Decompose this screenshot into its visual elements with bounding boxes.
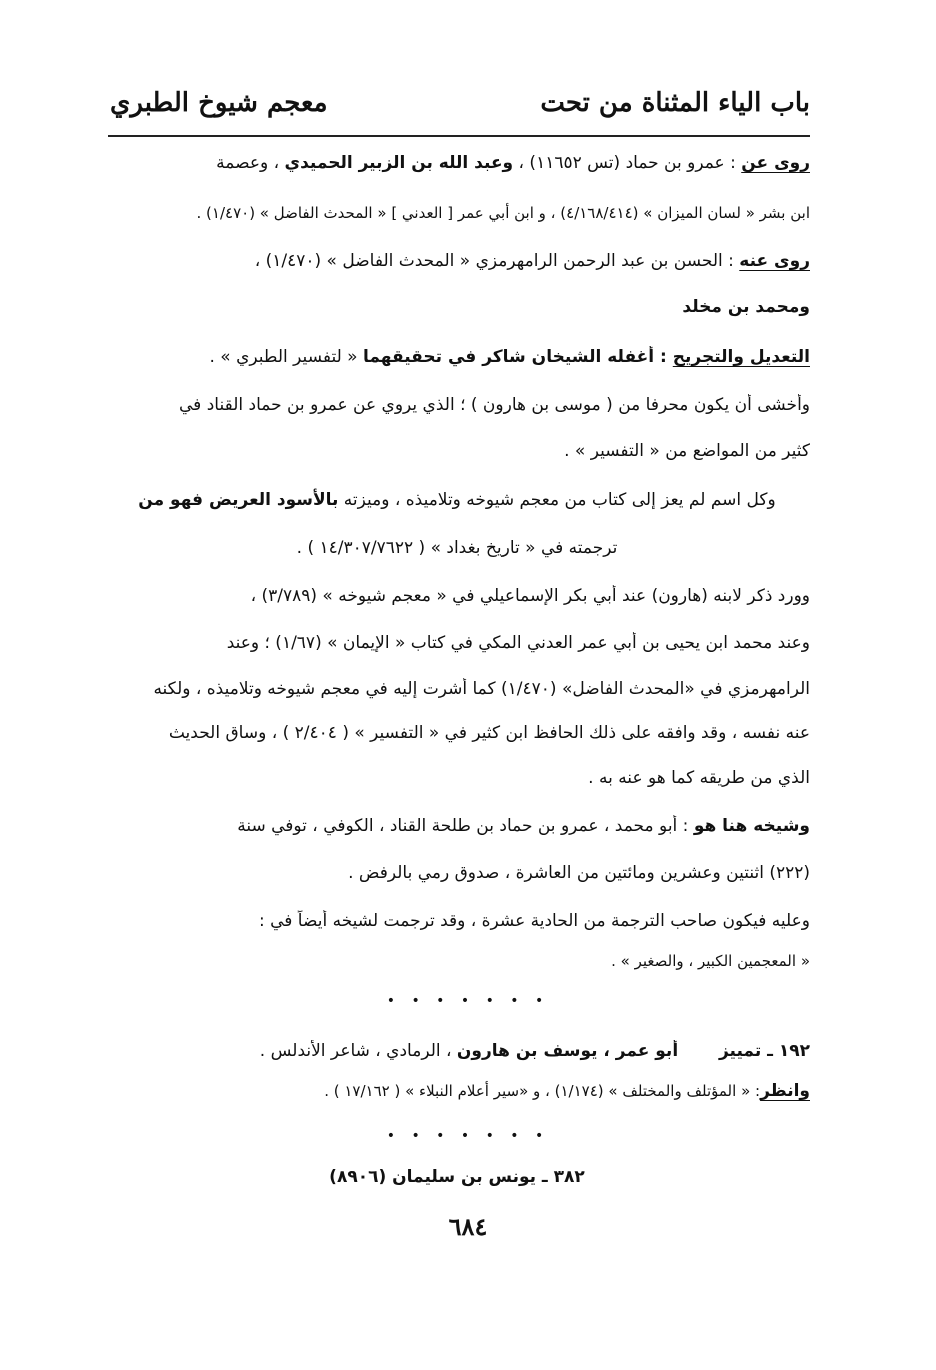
note-bold: بالأسود العريض فهو من bbox=[138, 490, 339, 510]
tadil-line-3: كثير من المواضع من « التفسير » . bbox=[564, 441, 810, 461]
book-title: معجم شيوخ الطبري bbox=[110, 88, 328, 118]
warad-line-1: وورد ذكر لابنه (هارون) عند أبي بكر الإسماعيلي في « معجم شيوخه » (٣/٧٨٩) ، bbox=[250, 586, 810, 606]
entry-382-heading: ٣٨٢ ـ يونس بن سليمان (٨٩٠٦) bbox=[329, 1167, 585, 1187]
chapter-title: باب الياء المثناة من تحت bbox=[540, 88, 810, 118]
rawa-an-tail: ، وعصمة bbox=[216, 153, 285, 173]
see-label: وانظر bbox=[760, 1081, 810, 1101]
entry-192-name: أبو عمر ، يوسف بن هارون bbox=[456, 1041, 679, 1061]
rawa-anhu-text: : الحسن بن عبد الرحمن الرامهرمزي « المحدث الفاضل » (١/٤٧٠) ، bbox=[254, 251, 740, 271]
entry-192-tail: ، الرمادي ، شاعر الأندلس . bbox=[259, 1041, 457, 1061]
tadil-line-1 bbox=[104, 346, 810, 368]
entry-192-see-line bbox=[104, 1080, 810, 1102]
warad-line-3: الرامهرمزي في «المحدث الفاضل» (١/٤٧٠) كما أشرت إليه في معجم شيوخه وتلاميذه ، ولكنه bbox=[153, 679, 810, 699]
alayh-line-1: وعليه فيكون صاحب الترجمة من الحادية عشرة ، وقد ترجمت لشيخه أيضاً في : bbox=[258, 911, 810, 931]
rawa-an-line-1 bbox=[104, 152, 810, 174]
page-number: ٦٨٤ bbox=[448, 1212, 488, 1241]
entry-192-number: ١٩٢ ـ تمييز bbox=[718, 1041, 810, 1061]
shaykh-line-1 bbox=[104, 815, 810, 837]
shaykh-text: : أبو محمد ، عمرو بن حماد بن طلحة القناد ، الكوفي ، توفي سنة bbox=[237, 816, 694, 836]
separator-dots: • • • • • • • bbox=[386, 993, 550, 1009]
shaykh-label: وشيخه هنا هو bbox=[693, 816, 810, 836]
tadil-tail: « لتفسير الطبري » . bbox=[209, 347, 363, 367]
rawa-an-label: روى عن bbox=[741, 153, 810, 173]
header-rule bbox=[108, 135, 810, 137]
rawa-anhu-line-1 bbox=[104, 250, 810, 272]
separator-dots-2: • • • • • • • bbox=[386, 1128, 550, 1144]
tadil-line-2: وأخشى أن يكون محرفا من ( موسى بن هارون ) ؛ الذي يروي عن عمرو بن حماد القناد في bbox=[179, 395, 810, 415]
entry-192-line bbox=[104, 1040, 810, 1062]
warad-line-4: عنه نفسه ، وقد وافقه على ذلك الحافظ ابن كثير في « التفسير » ( ٢/٤٠٤ ) ، وساق الحديث bbox=[168, 723, 810, 743]
tadil-label: التعديل والتجريح bbox=[672, 347, 810, 367]
tadil-bold: : أغفله الشيخان شاكر في تحقيقهما bbox=[362, 347, 673, 367]
rawa-an-bold: وعبد الله بن الزبير الحميدي bbox=[284, 153, 514, 173]
note-text: وكل اسم لم يعز إلى كتاب من معجم شيوخه وتلاميذه ، وميزته bbox=[338, 490, 776, 510]
note-line-1 bbox=[104, 489, 810, 511]
warad-line-5: الذي من طريقه كما هو عنه به . bbox=[588, 768, 810, 788]
alayh-line-2: « المعجمين الكبير ، والصغير » . bbox=[611, 952, 810, 970]
shaykh-line-2: (٢٢٢) اثنتين وعشرين ومائتين من العاشرة ، صدوق رمي بالرفض . bbox=[348, 863, 810, 883]
see-text: : « المؤتلف والمختلف » (١/١٧٤) ، و «سير أعلام النبلاء » ( ١٧/١٦٢ ) . bbox=[324, 1082, 761, 1100]
note-line-2: ترجمته في « تاريخ بغداد » ( ١٤/٣٠٧/٧٦٢٢ ) . bbox=[296, 538, 618, 558]
warad-line-2: وعند محمد ابن يحيى بن أبي عمر العدني المكي في كتاب « الإيمان » (١/٦٧) ؛ وعند bbox=[226, 633, 810, 653]
rawa-an-line-2: ابن بشر « لسان الميزان » (٤/١٦٨/٤١٤) ، و ابن أبي عمر [ العدني ] « المحدث الفاضل » (١/٤٧٠) . bbox=[196, 204, 810, 222]
rawa-anhu-label: روى عنه bbox=[739, 251, 810, 271]
rawa-anhu-line-2: ومحمد بن مخلد bbox=[682, 297, 810, 317]
rawa-an-text: : عمرو بن حماد (تس ١١٦٥٢) ، bbox=[513, 153, 742, 173]
